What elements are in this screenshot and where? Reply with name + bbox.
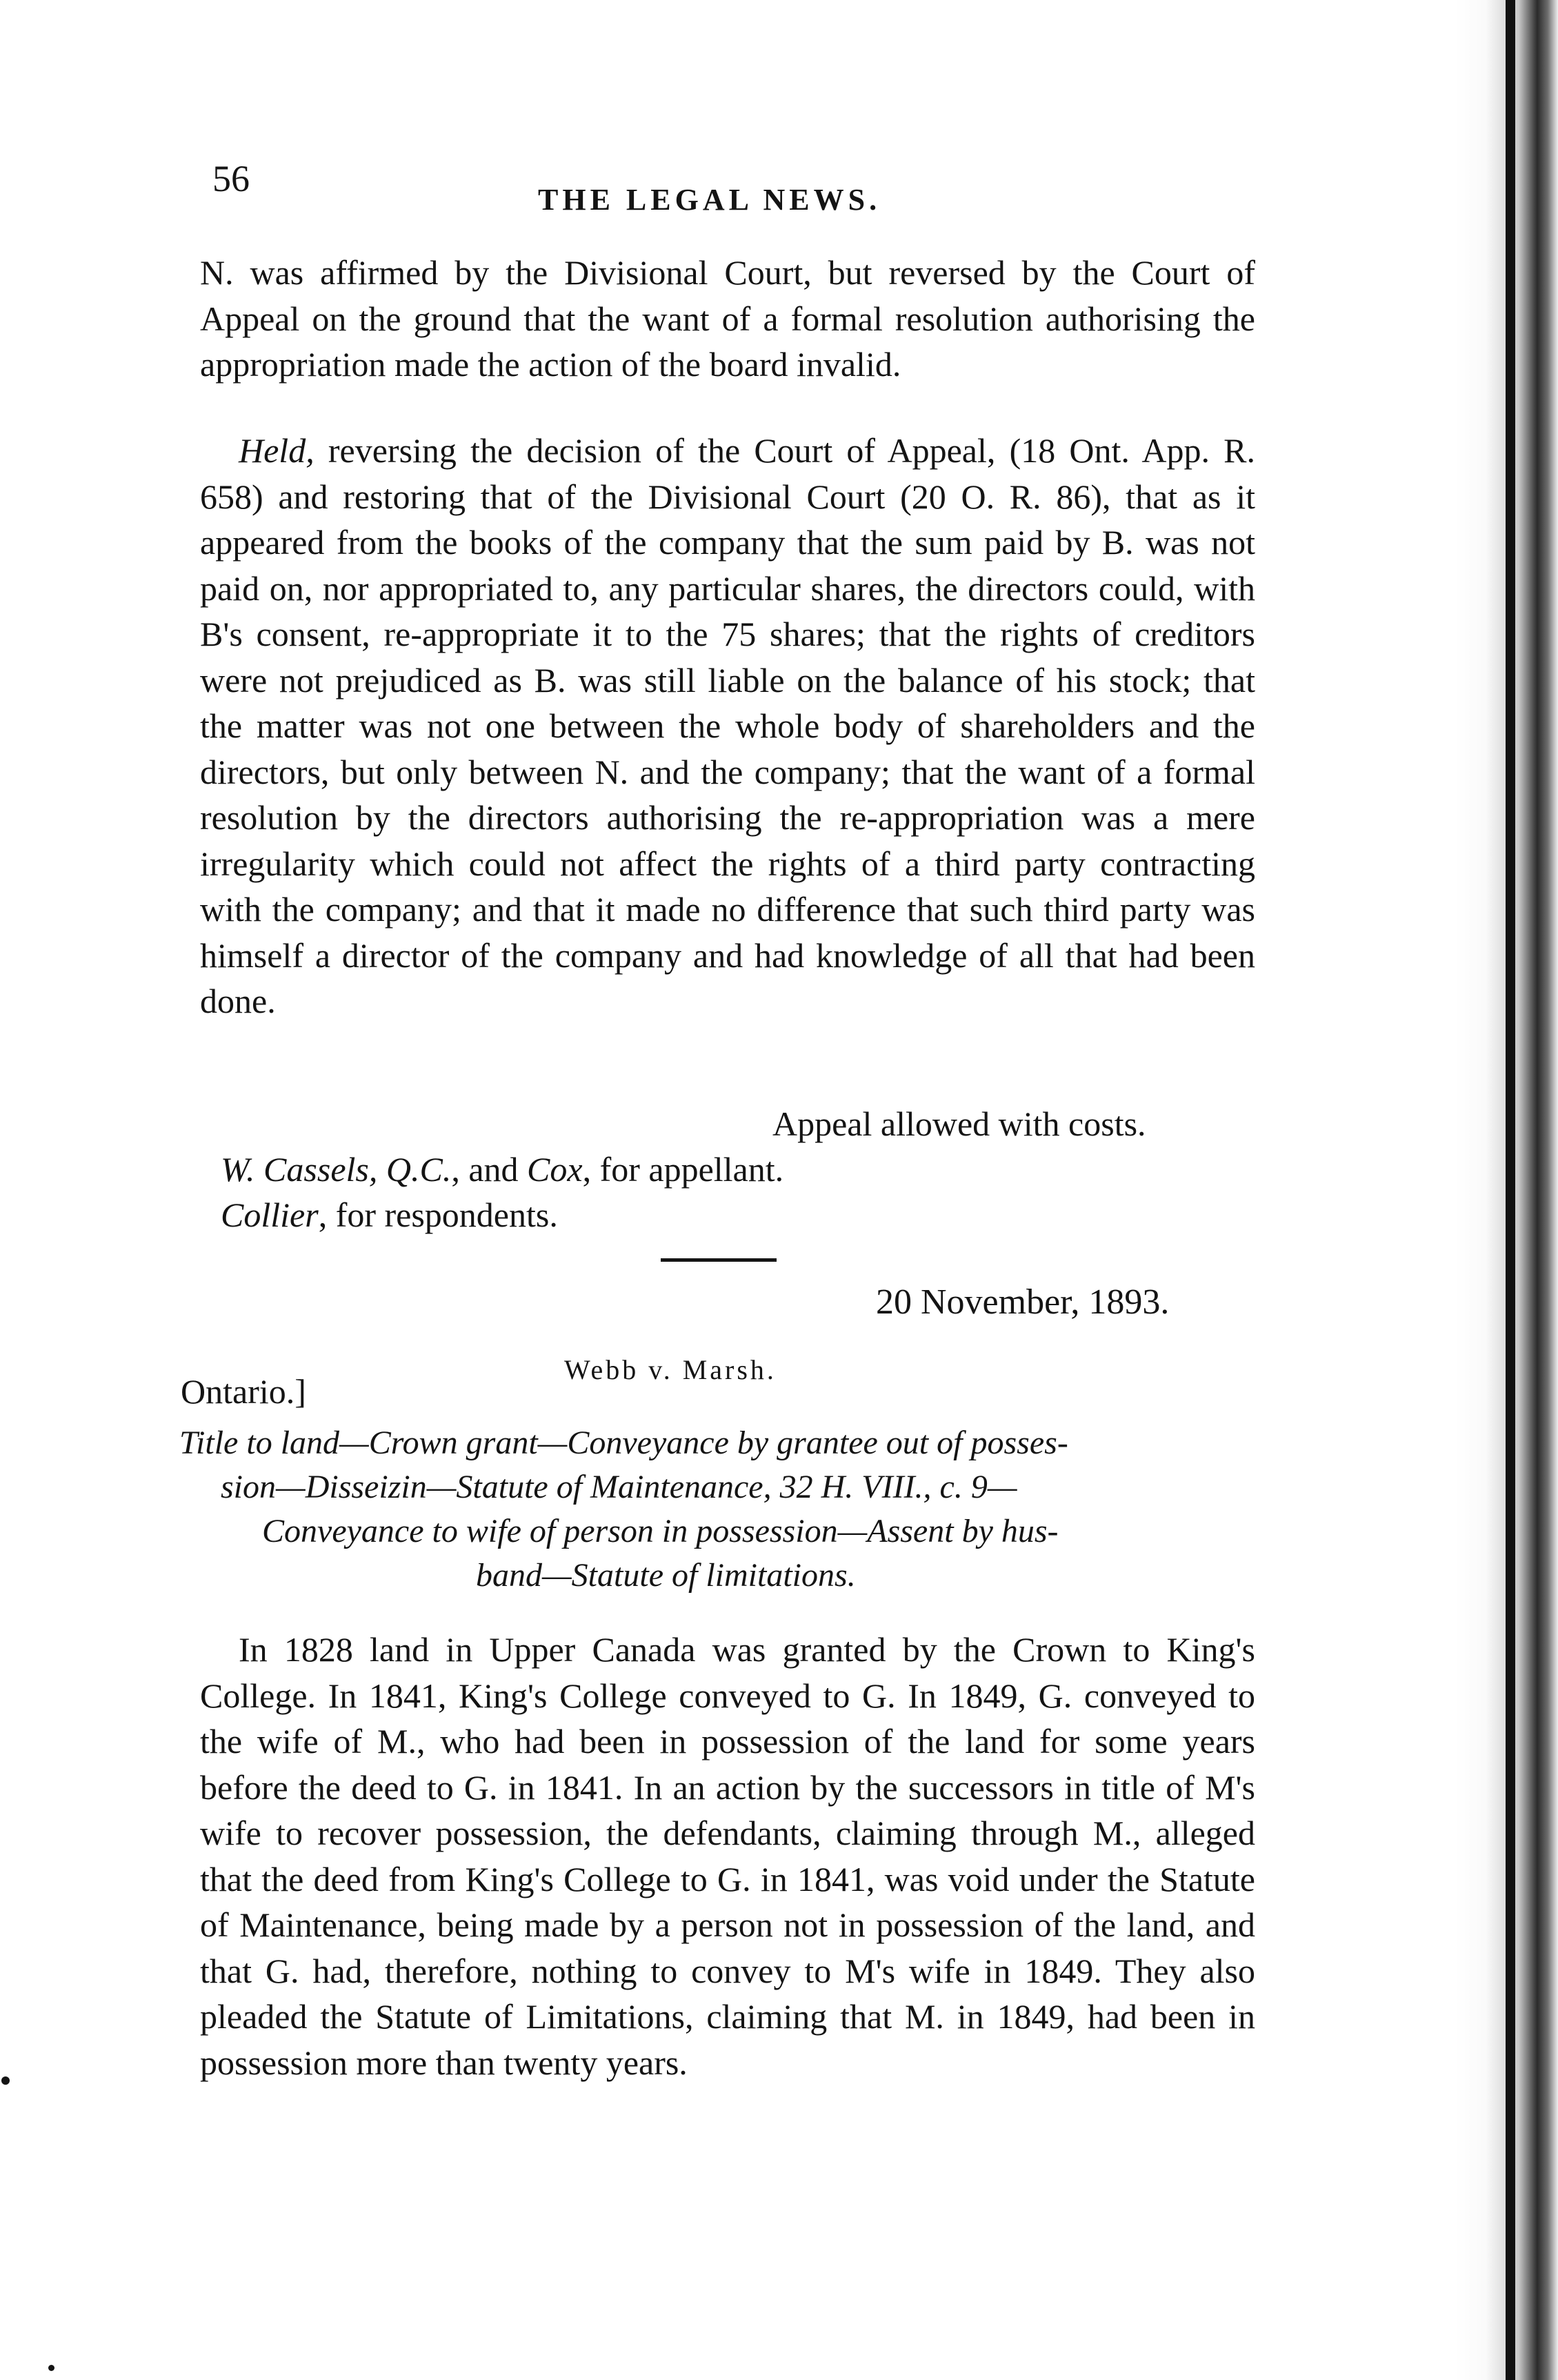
binding-edge-line (1506, 0, 1515, 2380)
continuation-text: N. was affirmed by the Divisional Court, but reversed by the Court of Appeal on the ground that the want of a formal resolution authorising the appropriation made the action of the board invalid. (200, 253, 1255, 384)
case-province: Ontario.] (181, 1372, 306, 1411)
appellant-counsel-and: , and (451, 1150, 528, 1189)
headnote-line: Conveyance to wife of person in possession—Assent by hus- (262, 1513, 1059, 1549)
case-title: Webb v. Marsh. (564, 1354, 777, 1385)
counsel-appellant (221, 1149, 783, 1189)
running-title: THE LEGAL NEWS. (538, 183, 881, 217)
held-text (200, 428, 1255, 1024)
case-date: 20 November, 1893. (876, 1282, 1170, 1322)
held-lead: Held, (239, 431, 314, 470)
headnote-line: Title to land—Crown grant—Conveyance by grantee out of posses- (179, 1425, 1068, 1461)
respondent-counsel-name: Collier (221, 1196, 319, 1234)
counsel-respondent (221, 1195, 558, 1235)
held-body: reversing the decision of the Court of Appeal, (18 Ont. App. R. 658) and restoring that of the Divisional Court (20 O. R. 86), that as it appeared from the books of the company that the sum paid by B. was not paid on, nor appropriated to, any particular shares, the directors could, with B's consent, re-appropriate it to the 75 shares; that the rights of creditors were not prejudiced as B. was still liable on the balance of his stock; that the matter was not one between the whole body of shareholders and the directors, but only between N. and the company; that the want of a formal resolution by the directors authorising the re-appropriation was a mere irregularity which could not affect the rights of a third party contracting with the company; and that it made no difference that such third party was himself a director of the company and had knowledge of all that had been done. (200, 431, 1255, 1020)
appellant-counsel-name-1: W. Cassels, Q.C. (221, 1150, 452, 1189)
disposition-line: Appeal allowed with costs. (772, 1104, 1146, 1143)
appellant-counsel-name-2: Cox (527, 1150, 583, 1189)
held-paragraph (200, 428, 1255, 1024)
page-number: 56 (212, 158, 250, 199)
scan-speck (1, 2076, 10, 2085)
section-divider (661, 1258, 777, 1262)
respondent-counsel-role: , for respondents. (318, 1196, 558, 1234)
facts-paragraph (200, 1627, 1255, 2085)
scan-speck (48, 2365, 54, 2371)
continuation-paragraph (200, 250, 1255, 388)
headnote-line: sion—Disseizin—Statute of Maintenance, 32 H. VIII., c. 9— (221, 1469, 1017, 1505)
appellant-counsel-role: , for appellant. (582, 1150, 784, 1189)
headnote (179, 1421, 1255, 1598)
headnote-line: band—Statute of limitations. (476, 1557, 856, 1594)
facts-text: In 1828 land in Upper Canada was granted by the Crown to King's College. In 1841, King's College conveyed to G. In 1849, G. conveyed to the wife of M., who had been in possession of the land for some years before the deed to G. in 1841. In an action by the successors in title of M's wife to recover possession, the defendants, claiming through M., alleged that the deed from King's College to G. in 1841, was void under the Statute of Maintenance, being made by a person not in possession of the land, and that G. had, therefore, nothing to convey to M's wife in 1849. They also pleaded the Statute of Limitations, claiming that M. in 1849, had been in possession more than twenty years. (200, 1630, 1255, 2082)
